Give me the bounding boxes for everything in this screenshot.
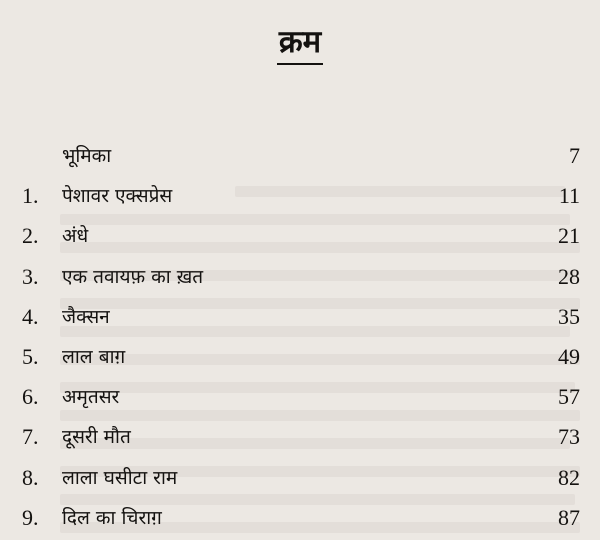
toc-entry-title: अमृतसर bbox=[62, 386, 120, 409]
toc-entry-page: 57 bbox=[558, 384, 580, 410]
toc-entry-page: 49 bbox=[558, 343, 580, 369]
toc-entry-title: लाला घसीटा राम bbox=[62, 466, 178, 489]
toc-entry-page: 21 bbox=[558, 223, 580, 249]
toc-entry bbox=[0, 500, 600, 540]
toc-entry bbox=[0, 259, 600, 299]
toc-entry-title: लाल बाग़ bbox=[62, 345, 126, 368]
toc-entry bbox=[0, 178, 600, 218]
toc-entry-number: 1. bbox=[22, 183, 39, 209]
toc-entry-number: 9. bbox=[22, 504, 39, 530]
toc-entry bbox=[0, 138, 600, 178]
toc-entry-page: 28 bbox=[558, 263, 580, 289]
toc-entry-number: 7. bbox=[22, 424, 39, 450]
toc-entry-title: जैक्सन bbox=[62, 305, 110, 328]
toc-entry bbox=[0, 339, 600, 379]
toc-entry-number: 2. bbox=[22, 223, 39, 249]
toc-entry-number: 8. bbox=[22, 464, 39, 490]
toc-entry-page: 87 bbox=[558, 504, 580, 530]
toc-entry-title: पेशावर एक्सप्रेस bbox=[62, 185, 173, 208]
toc-entry-number: 6. bbox=[22, 384, 39, 410]
toc-entry-title: भूमिका bbox=[62, 145, 112, 167]
contents-heading bbox=[0, 22, 600, 65]
toc-entry-title: एक तवायफ़ का ख़त bbox=[62, 265, 204, 288]
toc-entry-page: 7 bbox=[569, 143, 580, 168]
toc-entry bbox=[0, 379, 600, 419]
toc-entry-title: अंधे bbox=[62, 225, 89, 248]
toc-entry-page: 82 bbox=[558, 464, 580, 490]
toc-entry-number: 4. bbox=[22, 303, 39, 329]
toc-entry-page: 73 bbox=[558, 424, 580, 450]
toc-entry-title: दिल का चिराग़ bbox=[62, 506, 162, 529]
toc-entry bbox=[0, 299, 600, 339]
contents-heading-text: क्रम bbox=[277, 22, 323, 65]
toc-entry-page: 35 bbox=[558, 303, 580, 329]
toc-entry-number: 5. bbox=[22, 343, 39, 369]
toc-entry-number: 3. bbox=[22, 263, 39, 289]
toc-entry bbox=[0, 419, 600, 459]
table-of-contents bbox=[0, 138, 600, 540]
toc-entry bbox=[0, 460, 600, 500]
toc-entry-title: दूसरी मौत bbox=[62, 426, 131, 449]
toc-entry bbox=[0, 218, 600, 258]
toc-entry-page: 11 bbox=[558, 183, 580, 209]
